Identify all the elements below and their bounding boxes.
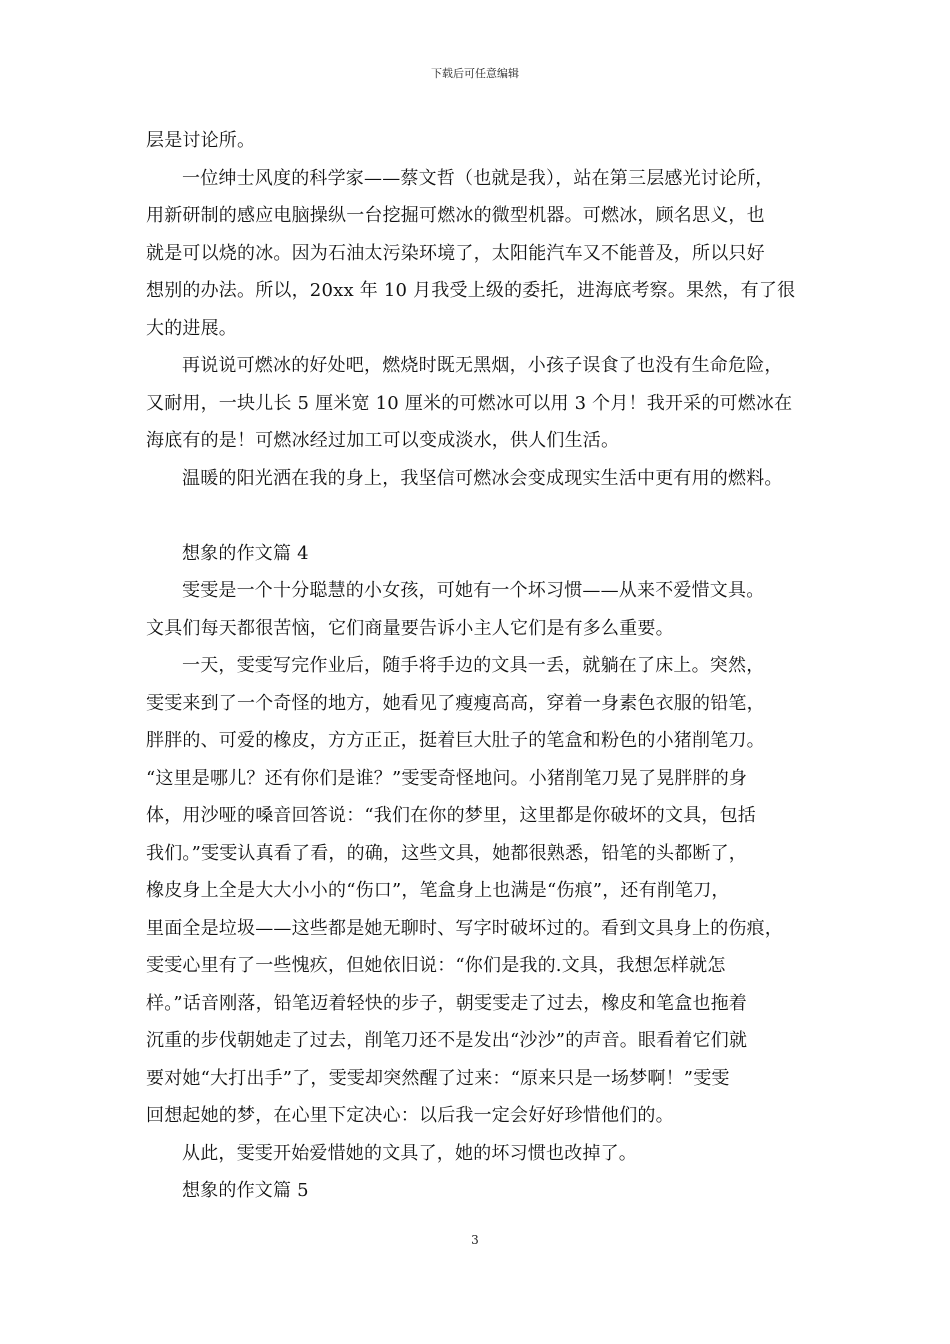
document-body xyxy=(146,122,826,1210)
body-line: 文具们每天都很苦恼，它们商量要告诉小主人它们是有多么重要。 xyxy=(146,617,674,639)
body-line: 层是讨论所。 xyxy=(146,130,256,151)
body-line: 胖胖的、可爱的橡皮，方方正正，挺着巨大肚子的笔盒和粉色的小猪削笔刀。 xyxy=(146,730,765,751)
body-line: 再说说可燃冰的好处吧，燃烧时既无黑烟，小孩子误食了也没有生命危险， xyxy=(182,355,783,376)
body-line: 橡皮身上全是大大小小的“伤口”，笔盒身上也满是“伤痕”，还有削笔刀， xyxy=(146,880,730,901)
body-line: 温暖的阳光洒在我的身上，我坚信可燃冰会变成现实生活中更有用的燃料。 xyxy=(182,467,783,489)
body-line: 一位绅士风度的科学家——蔡文哲（也就是我），站在第三层感光讨论所， xyxy=(182,167,774,189)
body-line: 就是可以烧的冰。因为石油太污染环境了，太阳能汽车又不能普及，所以只好 xyxy=(146,242,765,264)
body-line: 又耐用，一块儿长 5 厘米宽 10 厘米的可燃冰可以用 3 个月！我开采的可燃冰在 xyxy=(146,392,793,414)
body-line: 用新研制的感应电脑操纵一台挖掘可燃冰的微型机器。可燃冰，顾名思义，也 xyxy=(146,205,765,226)
body-line: 想别的办法。所以，20xx 年 10 月我受上级的委托，进海底考察。果然，有了很 xyxy=(146,280,796,301)
body-line: “这里是哪儿？还有你们是谁？”雯雯奇怪地问。小猪削笔刀晃了晃胖胖的身 xyxy=(146,767,748,789)
page-number: 3 xyxy=(471,1233,479,1247)
section-heading: 想象的作文篇 5 xyxy=(182,1180,309,1201)
page-header: 下载后可任意编辑 xyxy=(431,67,519,80)
body-line: 沉重的步伐朝她走了过去，削笔刀还不是发出“沙沙”的声音。眼看着它们就 xyxy=(146,1030,748,1051)
body-line: 体，用沙哑的嗓音回答说：“我们在你的梦里，这里都是你破坏的文具，包括 xyxy=(146,805,756,826)
body-line: 大的进展。 xyxy=(146,317,237,339)
body-line: 一天，雯雯写完作业后，随手将手边的文具一丢，就躺在了床上。突然， xyxy=(182,655,765,676)
paragraph-gap xyxy=(146,497,826,535)
body-line: 从此，雯雯开始爱惜她的文具了，她的坏习惯也改掉了。 xyxy=(182,1142,637,1164)
body-line: 回想起她的梦，在心里下定决心：以后我一定会好好珍惜他们的。 xyxy=(146,1105,674,1126)
body-line: 样。”话音刚落，铅笔迈着轻快的步子，朝雯雯走了过去，橡皮和笔盒也拖着 xyxy=(146,992,747,1014)
body-line: 雯雯来到了一个奇怪的地方，她看见了瘦瘦高高，穿着一身素色衣服的铅笔， xyxy=(146,692,765,714)
body-line: 海底有的是！可燃冰经过加工可以变成淡水，供人们生活。 xyxy=(146,430,620,451)
body-line: 里面全是垃圾——这些都是她无聊时、写字时破坏过的。看到文具身上的伤痕， xyxy=(146,917,783,939)
body-line: 我们。”雯雯认真看了看，的确，这些文具，她都很熟悉，铅笔的头都断了， xyxy=(146,842,747,864)
body-line: 雯雯心里有了一些愧疚，但她依旧说：“你们是我的.文具，我想怎样就怎 xyxy=(146,955,726,976)
section-heading: 想象的作文篇 4 xyxy=(182,542,309,564)
body-line: 要对她“大打出手”了，雯雯却突然醒了过来：“原来只是一场梦啊！”雯雯 xyxy=(146,1067,730,1089)
body-line: 雯雯是一个十分聪慧的小女孩，可她有一个坏习惯——从来不爱惜文具。 xyxy=(182,580,765,601)
